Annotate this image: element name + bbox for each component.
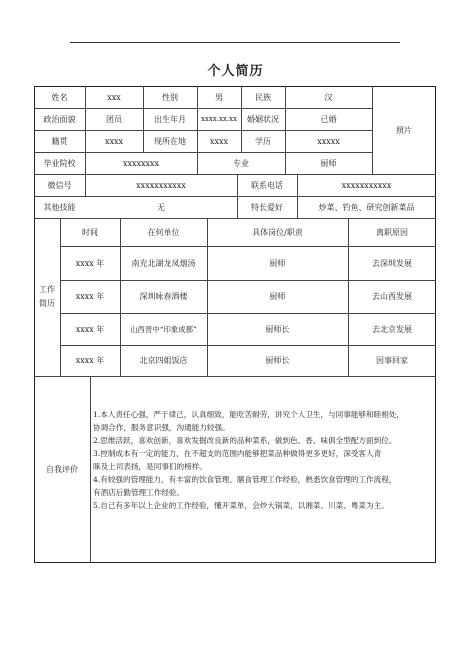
- work-row-time: xxxx 年: [75, 324, 105, 334]
- work-row-unit: 南充北湖龙凤烟汤: [131, 258, 196, 268]
- wechat-label: 微信号: [47, 180, 72, 190]
- political-label: 政治面貌: [43, 114, 76, 124]
- phone-label: 联系电话: [251, 180, 283, 190]
- page-title: 个人简历: [207, 64, 264, 79]
- school-label: 毕业院校: [43, 158, 76, 168]
- school-value: xxxxxxxx: [122, 158, 160, 168]
- marital-value: 已婚: [320, 114, 337, 124]
- self-eval-text: [93, 408, 431, 512]
- gender-label: 性别: [162, 92, 178, 102]
- work-row-reason: 因事回家: [376, 356, 408, 365]
- work-row-time: xxxx 年: [75, 356, 105, 365]
- skills-label: 其他技能: [43, 202, 76, 212]
- self-eval-line: 4.有较强的管理能力，有丰富的饮食管理、膳食管理工作经验，熟悉饮食管理的工作流程，: [93, 475, 397, 484]
- hobby-label: 特长爱好: [251, 202, 283, 212]
- self-eval-line: 5.自己有多年以上企业的工作经验，懂开菜单，会炒大锅菜，以湘菜、川菜、粤菜为主。: [93, 501, 389, 510]
- birth-label: 出生年月: [154, 114, 186, 124]
- work-row-reason: 去山西发展: [372, 292, 412, 301]
- work-row-unit: 北京四姐饭店: [139, 356, 188, 365]
- residence-label: 现所在地: [154, 136, 186, 146]
- work-row-role: 厨师长: [265, 324, 290, 334]
- photo-placeholder: 照片: [396, 125, 412, 135]
- major-label: 专业: [233, 158, 249, 168]
- work-row-unit: 深圳咏春酒楼: [139, 292, 188, 301]
- self-eval-line: 2.思维活跃，喜欢创新，喜欢发掘改良新的品种菜系，做到色、香、味俱全型配方面到位。: [93, 436, 397, 445]
- gender-value: 男: [215, 92, 223, 102]
- skills-value: 无: [157, 202, 165, 212]
- work-header-role: 具体岗位/职责: [252, 227, 303, 237]
- origin-label: 籍贯: [51, 136, 68, 146]
- work-header-reason: 离职原因: [376, 227, 408, 237]
- ethnicity-label: 民族: [255, 92, 271, 102]
- phone-value: xxxxxxxxxxx: [341, 180, 392, 190]
- origin-value: xxxx: [104, 136, 124, 146]
- work-row-reason: 去北京发展: [372, 324, 412, 334]
- education-value: xxxxx: [317, 136, 340, 146]
- work-header-time: 时间: [82, 227, 98, 237]
- self-eval-line: 1.本人责任心强，严于律己，认真细致，能吃苦耐劳，讲究个人卫生，与同事能够和睦相处，: [93, 410, 404, 419]
- wechat-value: xxxxxxxxxxx: [136, 180, 186, 190]
- hobby-value: 炒菜、钓鱼、研究创新菜品: [318, 202, 415, 212]
- self-eval-line: 协调合作，服务意识强，沟通能力较强。: [93, 423, 230, 432]
- self-eval-line: 3.控制成本有一定的能力，在不超支的范围内能够把菜品种做得更多更好，深受客人青: [93, 449, 382, 458]
- ethnicity-value: 汉: [324, 92, 333, 102]
- major-value: 厨师: [320, 158, 337, 168]
- self-eval-line: 有酒店后勤管理工作经验。: [93, 488, 185, 497]
- education-label: 学历: [255, 136, 271, 146]
- work-row-role: 厨师长: [265, 356, 290, 365]
- self-eval-label: 自我评价: [46, 465, 78, 474]
- work-row-role: 厨师: [269, 258, 286, 268]
- residence-value: xxxx: [209, 136, 229, 146]
- marital-label: 婚姻状况: [247, 114, 279, 124]
- work-row-unit: 山西晋中“印象成都”: [130, 324, 197, 334]
- self-eval-line: 睐及上司表扬，是同事们的榜样。: [93, 462, 207, 471]
- work-header-unit: 在何单位: [147, 227, 180, 237]
- work-row-time: xxxx 年: [75, 292, 105, 301]
- name-label: 姓名: [51, 92, 68, 102]
- political-value: 团员: [106, 114, 122, 124]
- work-row-role: 厨师: [269, 292, 286, 301]
- work-row-time: xxxx 年: [75, 258, 105, 268]
- header-rule: [70, 42, 400, 43]
- birth-value: xxxx.xx.xx: [200, 115, 238, 123]
- work-section-label: 工作 简历: [39, 285, 55, 308]
- work-row-reason: 去深圳发展: [372, 258, 412, 268]
- name-value: xxx: [107, 92, 121, 102]
